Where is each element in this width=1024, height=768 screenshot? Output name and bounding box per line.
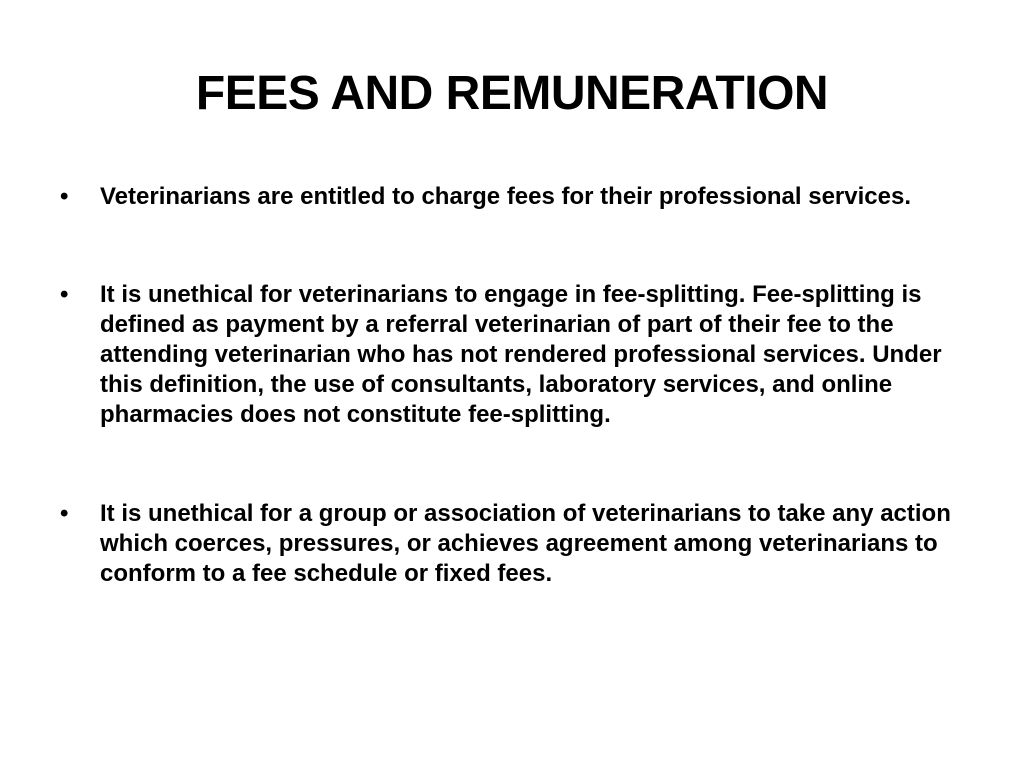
bullet-list — [60, 182, 960, 657]
bullet-text: Veterinarians are entitled to charge fees for their professional services. — [100, 183, 911, 210]
bullet-item — [60, 499, 960, 589]
bullet-text: It is unethical for a group or association of veterinarians to take any action which coerces, pressures, or achieves agreement among veterinarians to conform to a fee schedule or fixed fees. — [100, 500, 951, 587]
bullet-point-icon: • — [60, 183, 69, 210]
bullet-point-icon: • — [60, 281, 69, 308]
bullet-text: It is unethical for veterinarians to engage in fee-splitting. Fee-splitting is defined as payment by a referral veterinarian of part of their fee to the attending veterinarian who has not rendered professional services. Under this definition, the use of consultants, laboratory services, and online pharmacies does not constitute fee-splitting. — [100, 281, 942, 428]
bullet-point-icon: • — [60, 500, 69, 527]
bullet-item — [60, 182, 960, 212]
bullet-item — [60, 280, 960, 430]
slide-title: FEES AND REMUNERATION — [195, 67, 829, 120]
